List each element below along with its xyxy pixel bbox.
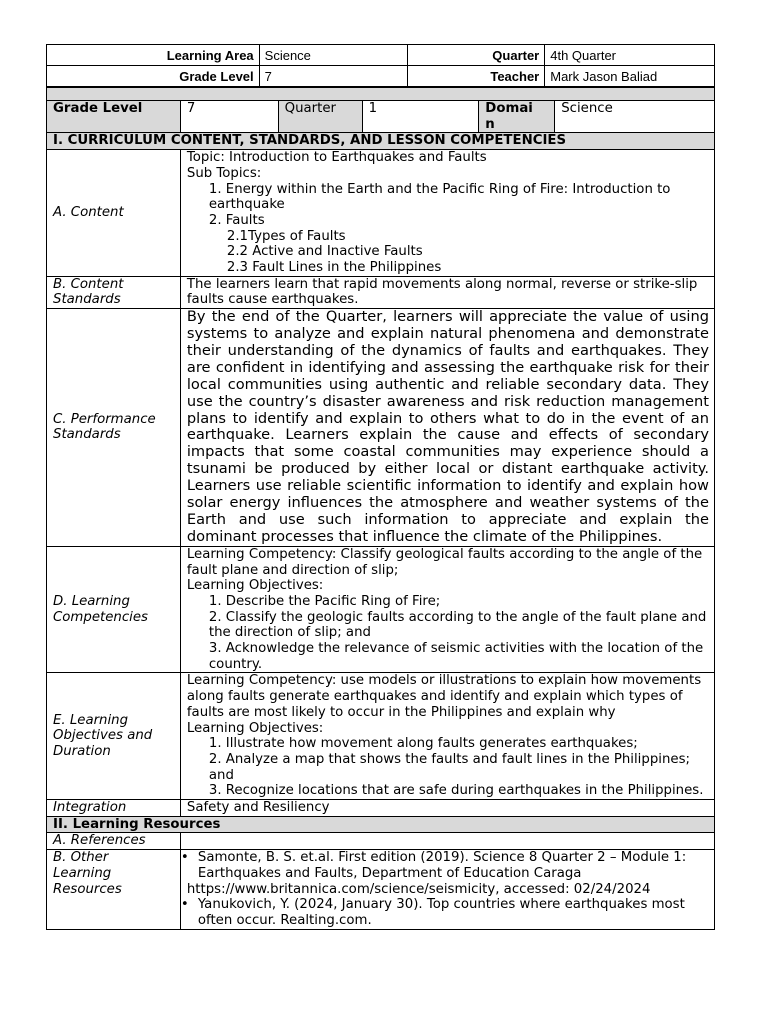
content-standards-label: [47, 276, 181, 308]
learning-competencies-cell: [180, 546, 714, 673]
resource-url: https://www.britannica.com/science/seismicity, accessed: 02/24/2024: [186, 881, 651, 897]
performance-standards-text: By the end of the Quarter, learners will appreciate the value of using systems to analyze and explain natural phenomena and demonstrate their understanding of the dynamics of faults and earthquakes. They are confident in identifying and assessing the earthquake risk for their local communities using authentic and reliable secondary data. They use the country’s disaster awareness and risk reduction management plans to identify and explain to others what to do in the event of an earthquake. Learners explain the cause and effects of secondary impacts that some coastal communities may experience should a tsunami be produced by either local or distant earthquake activity. Learners use reliable scientific information to identify and explain how solar energy influences the atmosphere and weather systems of the Earth and use such information to appreciate and explain the dominant processes that influence the climate of the Philippines.: [180, 309, 714, 547]
lc-objective-2: 2. Classify the geologic faults according to the angle of the fault plane and the direction of slip; and: [208, 609, 707, 641]
or-label-line3: Resources: [53, 881, 122, 897]
content-standards-text: The learners learn that rapid movements along normal, reverse or strike-slip faults cause earthquakes.: [180, 276, 714, 308]
quarter-value: 4th Quarter: [545, 45, 715, 66]
content-item-2-2: 2.2 Active and Inactive Faults: [226, 244, 423, 260]
quarter-label: Quarter: [408, 45, 545, 66]
lo-label-line2: Objectives and: [53, 728, 153, 744]
content-topic: Topic: Introduction to Earthquakes and Faults: [186, 150, 487, 166]
learning-area-label: Learning Area: [47, 45, 260, 66]
section2-header-row: [47, 816, 715, 833]
header-table: [46, 44, 715, 87]
section2-title: II. Learning Resources: [47, 816, 715, 833]
references-row: [47, 833, 715, 850]
performance-standards-row: [47, 309, 715, 547]
lc-label-line1: D. Learning: [53, 593, 130, 609]
content-item-2-3: 2.3 Fault Lines in the Philippines: [226, 260, 442, 276]
content-item-2-1: 2.1Types of Faults: [226, 228, 346, 244]
bullet-icon: •: [180, 897, 189, 913]
integration-row: [47, 800, 715, 817]
content-item-2: 2. Faults: [208, 212, 265, 228]
integration-label: Integration: [47, 800, 181, 817]
other-resources-row: [47, 850, 715, 930]
lo-objective-1: 1. Illustrate how movement along faults generates earthquakes;: [208, 736, 638, 752]
info-grade-level-value: 7: [180, 101, 278, 133]
learning-objectives-label: [47, 673, 181, 800]
teacher-label: Teacher: [408, 66, 545, 87]
lc-objectives-label: Learning Objectives:: [186, 578, 324, 594]
grade-level-value: 7: [259, 66, 408, 87]
resource-item-1: [181, 850, 709, 881]
resource-1-text: Samonte, B. S. et.al. First edition (2019). Science 8 Quarter 2 – Module 1: Earthquakes and Faults, Department of Education Caraga: [197, 850, 687, 881]
resource-item-2: [181, 897, 709, 928]
info-domain-label: [479, 101, 555, 133]
content-standards-row: [47, 276, 715, 308]
lesson-plan-table: [46, 87, 715, 930]
content-cell: [180, 150, 714, 277]
content-subtopics-label: Sub Topics:: [186, 165, 262, 181]
lo-label-line1: E. Learning: [53, 712, 129, 728]
lo-objective-2: 2. Analyze a map that shows the faults and fault lines in the Philippines; and: [208, 751, 690, 783]
lo-objective-3: 3. Recognize locations that are safe during earthquakes in the Philippines.: [208, 783, 704, 799]
ps-label-line2: Standards: [53, 427, 121, 443]
content-row: [47, 150, 715, 277]
cs-label-line2: Standards: [53, 292, 121, 308]
learning-objectives-row: [47, 673, 715, 800]
grade-level-label: Grade Level: [47, 66, 260, 87]
cs-label-line1: B. Content: [53, 276, 124, 292]
lo-objectives-label: Learning Objectives:: [186, 720, 324, 736]
spacer-row: [47, 88, 715, 101]
info-quarter-label: Quarter: [278, 101, 362, 133]
lc-label-line2: Competencies: [53, 609, 148, 625]
learning-competencies-row: [47, 546, 715, 673]
header-row-2: [47, 66, 715, 87]
section1-title: I. CURRICULUM CONTENT, STANDARDS, AND LESSON COMPETENCIES: [47, 133, 715, 150]
ps-label-line1: C. Performance: [53, 411, 156, 427]
lc-competency: Learning Competency: Classify geological faults according to the angle of the fault plane and direction of slip;: [186, 546, 703, 578]
other-resources-cell: [180, 850, 714, 930]
or-label-line1: B. Other: [53, 850, 109, 866]
domain-label-line1: Domai: [485, 101, 533, 116]
integration-value: Safety and Resiliency: [180, 800, 714, 817]
references-value: [180, 833, 714, 850]
content-item-1: 1. Energy within the Earth and the Pacific Ring of Fire: Introduction to earthquake: [208, 181, 671, 213]
content-label: A. Content: [47, 150, 181, 277]
lc-objective-1: 1. Describe the Pacific Ring of Fire;: [208, 593, 441, 609]
teacher-value: Mark Jason Baliad: [545, 66, 715, 87]
or-label-line2: Learning: [53, 865, 112, 881]
info-quarter-value: 1: [362, 101, 479, 133]
learning-objectives-cell: [180, 673, 714, 800]
performance-standards-label: [47, 309, 181, 547]
bullet-icon: •: [180, 850, 189, 866]
lo-label-line3: Duration: [53, 744, 111, 760]
domain-label-line2: n: [485, 116, 495, 132]
info-grade-level-label: Grade Level: [47, 101, 181, 133]
lo-competency: Learning Competency: use models or illustrations to explain how movements along faults generate earthquakes and identify and explain which types of faults are most likely to occur in the Philippines and explain why: [186, 673, 702, 720]
resource-2-text: Yanukovich, Y. (2024, January 30). Top countries where earthquakes most often occur. Realting.com.: [197, 897, 685, 928]
info-row: [47, 101, 715, 133]
learning-competencies-label: [47, 546, 181, 673]
lc-objective-3: 3. Acknowledge the relevance of seismic activities with the location of the country.: [208, 641, 704, 672]
header-row-1: [47, 45, 715, 66]
section1-header-row: [47, 133, 715, 150]
other-resources-label: [47, 850, 181, 930]
info-domain-value: Science: [555, 101, 715, 133]
references-label: A. References: [47, 833, 181, 850]
learning-area-value: Science: [259, 45, 408, 66]
